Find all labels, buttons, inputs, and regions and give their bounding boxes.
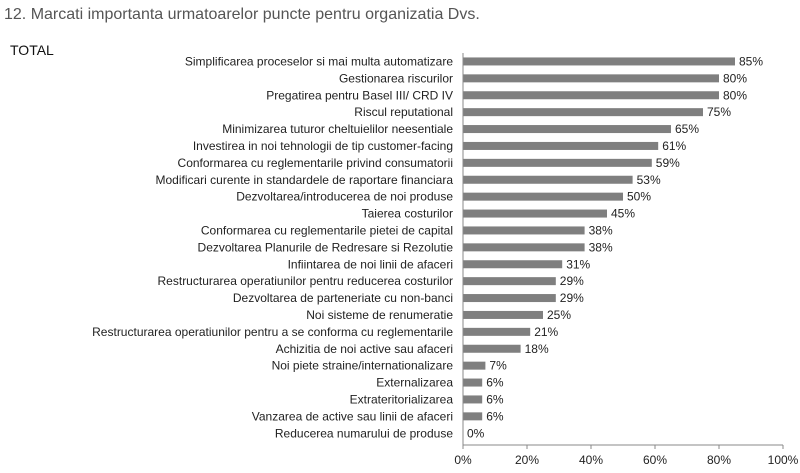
value-label: 65% [675,122,700,137]
category-label: Noi sisteme de renumeratie [306,307,453,322]
x-tick-label: 100% [767,453,799,467]
category-label: Restructurarea operatiunilor pentru reducerea costurilor [157,274,453,289]
category-label: Conformarea cu reglementarile pietei de capital [200,223,453,238]
value-label: 18% [524,341,549,356]
category-label: Pregatirea pentru Basel III/ CRD IV [266,88,453,103]
category-label: Conformarea cu reglementarile privind consumatorii [177,155,453,170]
bar [463,74,719,82]
bar [463,159,652,167]
category-label: Modificari curente in standardele de raportare financiara [155,172,453,187]
bar [463,260,562,268]
value-label: 75% [707,105,732,120]
value-label: 6% [486,375,504,390]
category-label: Extrateritorializarea [349,392,453,407]
value-label: 0% [467,426,485,441]
category-label: Infiintarea de noi linii de afaceri [287,257,453,272]
x-tick-label: 20% [514,453,540,467]
category-label: Achizitia de noi active sau afaceri [275,341,453,356]
value-label: 53% [636,172,661,187]
value-label: 59% [655,155,680,170]
bar [463,379,482,387]
bar [463,311,543,319]
category-label: Dezvoltarea Planurile de Redresare si Rezolutie [197,240,453,255]
value-label: 38% [588,223,613,238]
bar [463,362,485,370]
category-label: Riscul reputational [354,105,453,120]
x-tick-label: 0% [454,453,472,467]
bar [463,57,735,65]
category-label: Simplificarea proceselor si mai multa automatizare [184,54,453,69]
x-tick-label: 80% [706,453,732,467]
value-label: 7% [489,358,507,373]
value-label: 6% [486,392,504,407]
value-label: 25% [547,307,572,322]
bar [463,210,607,218]
value-label: 29% [559,274,584,289]
value-label: 6% [486,409,504,424]
category-label: Minimizarea tuturor cheltuielilor neesentiale [222,122,453,137]
bar [463,395,482,403]
value-label: 21% [534,324,559,339]
chart-title: 12. Marcati importanta urmatoarelor puncte pentru organizatia Dvs. [4,6,480,23]
x-tick-label: 40% [578,453,604,467]
category-label: Dezvoltarea de parteneriate cu non-banci [232,291,453,306]
category-label: Dezvoltarea/introducerea de noi produse [236,189,453,204]
category-label: Noi piete straine/internationalizare [271,358,453,373]
value-label: 50% [627,189,652,204]
bar [463,125,671,133]
bar [463,294,556,302]
value-label: 85% [739,54,764,69]
value-label: 31% [566,257,591,272]
value-label: 80% [723,88,748,103]
bar [463,412,482,420]
value-label: 38% [588,240,613,255]
bar [463,193,623,201]
category-label: Vanzarea de active sau linii de afaceri [251,409,453,424]
category-label: Gestionarea riscurilor [338,71,453,86]
x-tick-label: 60% [642,453,668,467]
category-label: Reducerea numarului de produse [274,426,453,441]
category-label: Investirea in noi tehnologii de tip customer-facing [192,138,453,153]
chart-subtitle: TOTAL [10,42,54,58]
value-label: 29% [559,291,584,306]
bar [463,243,585,251]
bar [463,91,719,99]
bar [463,328,530,336]
category-label: Restructurarea operatiunilor pentru a se conforma cu reglementarile [92,324,453,339]
bar [463,345,521,353]
bar [463,176,633,184]
bar [463,108,703,116]
category-label: Externalizarea [376,375,453,390]
bar [463,277,556,285]
value-label: 80% [723,71,748,86]
bar [463,142,658,150]
bar [463,226,585,234]
value-label: 61% [662,138,687,153]
category-label: Taierea costurilor [361,206,453,221]
value-label: 45% [611,206,636,221]
